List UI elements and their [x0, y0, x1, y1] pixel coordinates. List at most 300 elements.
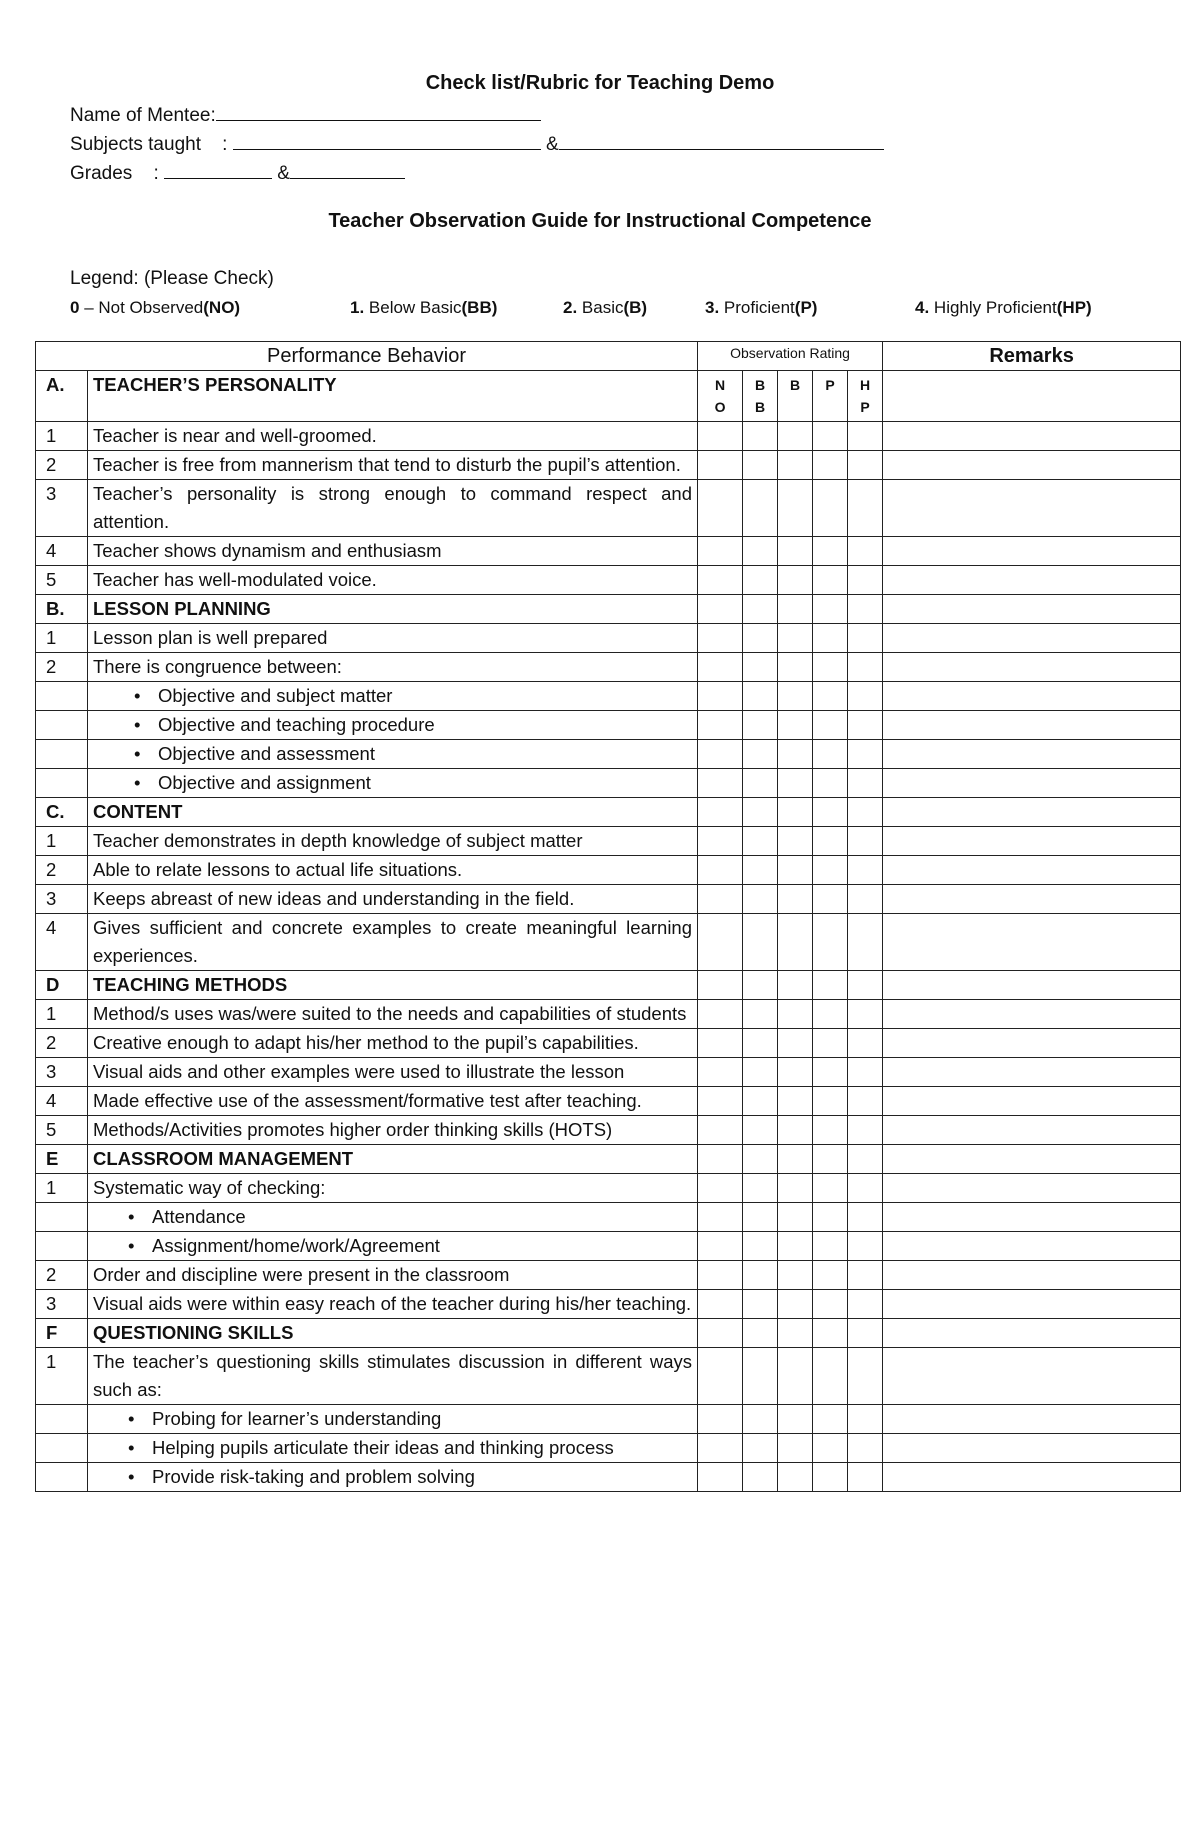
rating-checkbox-cell[interactable]	[698, 769, 743, 798]
rating-checkbox-cell[interactable]	[778, 769, 813, 798]
row-number	[36, 1232, 88, 1261]
rating-checkbox-cell[interactable]	[743, 1405, 778, 1434]
remarks-cell[interactable]	[883, 769, 1181, 798]
rating-checkbox-cell[interactable]	[778, 1463, 813, 1492]
remarks-cell[interactable]	[883, 1261, 1181, 1290]
rating-checkbox-cell[interactable]	[743, 1087, 778, 1116]
table-row	[36, 885, 1181, 914]
rating-checkbox-cell[interactable]	[848, 653, 883, 682]
behavior-text: Teacher is near and well-groomed.	[88, 422, 698, 451]
table-row	[36, 1058, 1181, 1087]
rating-checkbox-cell[interactable]	[743, 1058, 778, 1087]
legend-item-text: Below Basic	[364, 298, 462, 317]
rating-checkbox-cell[interactable]	[778, 1145, 813, 1174]
bullet-row	[36, 1203, 1181, 1232]
rating-checkbox-cell[interactable]	[698, 451, 743, 480]
rating-checkbox-cell[interactable]	[743, 711, 778, 740]
rating-checkbox-cell[interactable]	[778, 1000, 813, 1029]
remarks-cell[interactable]	[883, 1319, 1181, 1348]
section-row	[36, 371, 1181, 422]
rating-checkbox-cell[interactable]	[778, 885, 813, 914]
rating-checkbox-cell[interactable]	[813, 1087, 848, 1116]
remarks-cell[interactable]	[883, 537, 1181, 566]
rating-checkbox-cell[interactable]	[848, 711, 883, 740]
rating-checkbox-cell[interactable]	[813, 769, 848, 798]
rating-checkbox-cell[interactable]	[813, 1203, 848, 1232]
bullet-row	[36, 740, 1181, 769]
section-row	[36, 1145, 1181, 1174]
rating-checkbox-cell[interactable]	[698, 971, 743, 1000]
rating-checkbox-cell[interactable]	[813, 480, 848, 537]
remarks-cell[interactable]	[883, 740, 1181, 769]
rating-checkbox-cell[interactable]	[743, 1029, 778, 1058]
row-number: 2	[36, 1261, 88, 1290]
rating-checkbox-cell[interactable]	[813, 537, 848, 566]
row-number: 4	[36, 1087, 88, 1116]
rating-checkbox-cell[interactable]	[743, 1319, 778, 1348]
rating-checkbox-cell[interactable]	[778, 1261, 813, 1290]
page-title: Check list/Rubric for Teaching Demo	[425, 72, 775, 94]
bullet-cell	[88, 1463, 698, 1492]
table-row	[36, 1087, 1181, 1116]
rating-checkbox-cell[interactable]	[813, 1348, 848, 1405]
rating-checkbox-cell[interactable]	[778, 1174, 813, 1203]
rating-checkbox-cell[interactable]	[813, 971, 848, 1000]
legend-item-text: Highly Proficient	[929, 298, 1057, 317]
rating-checkbox-cell[interactable]	[848, 1434, 883, 1463]
behavior-text: Order and discipline were present in the classroom	[88, 1261, 698, 1290]
rating-checkbox-cell[interactable]	[813, 1174, 848, 1203]
behavior-text: There is congruence between:	[88, 653, 698, 682]
remarks-cell[interactable]	[883, 653, 1181, 682]
rating-checkbox-cell[interactable]	[813, 566, 848, 595]
bullet-icon: •	[134, 685, 141, 706]
rating-checkbox-cell[interactable]	[778, 798, 813, 827]
rating-checkbox-cell[interactable]	[743, 827, 778, 856]
legend-item-number: 1.	[350, 298, 365, 317]
rating-checkbox-cell[interactable]	[743, 1116, 778, 1145]
rating-label: B B	[743, 371, 778, 422]
behavior-text: Method/s uses was/were suited to the needs and capabilities of students	[88, 1000, 698, 1029]
remarks-cell[interactable]	[883, 1290, 1181, 1319]
remarks-cell[interactable]	[883, 595, 1181, 624]
subject-blank-2	[559, 131, 884, 150]
legend-item-abbr: (NO)	[203, 298, 241, 317]
rating-checkbox-cell[interactable]	[698, 798, 743, 827]
rating-checkbox-cell[interactable]	[813, 595, 848, 624]
behavior-text: Teacher shows dynamism and enthusiasm	[88, 537, 698, 566]
rating-checkbox-cell[interactable]	[848, 682, 883, 711]
rating-checkbox-cell[interactable]	[848, 769, 883, 798]
bullet-icon: •	[128, 1408, 135, 1429]
rating-checkbox-cell[interactable]	[848, 914, 883, 971]
rating-checkbox-cell[interactable]	[813, 1029, 848, 1058]
bullet-cell	[88, 1434, 698, 1463]
rating-checkbox-cell[interactable]	[813, 1405, 848, 1434]
rating-checkbox-cell[interactable]	[813, 1116, 848, 1145]
legend-item-abbr: (BB)	[461, 298, 498, 317]
grade-blank-1	[164, 160, 272, 179]
rating-checkbox-cell[interactable]	[813, 422, 848, 451]
rating-checkbox-cell[interactable]	[698, 1174, 743, 1203]
rating-checkbox-cell[interactable]	[813, 1261, 848, 1290]
rubric-table	[35, 341, 1181, 1492]
rating-checkbox-cell[interactable]	[743, 537, 778, 566]
rating-checkbox-cell[interactable]	[743, 451, 778, 480]
legend-item	[350, 298, 497, 318]
rating-checkbox-cell[interactable]	[698, 1290, 743, 1319]
bullet-cell	[88, 769, 698, 798]
remarks-cell[interactable]	[883, 885, 1181, 914]
rating-checkbox-cell[interactable]	[698, 1087, 743, 1116]
subjects-colon: :	[222, 134, 228, 155]
bullet-icon: •	[134, 743, 141, 764]
rating-checkbox-cell[interactable]	[813, 1434, 848, 1463]
remarks-cell[interactable]	[883, 827, 1181, 856]
rating-checkbox-cell[interactable]	[848, 624, 883, 653]
behavior-text: Lesson plan is well prepared	[88, 624, 698, 653]
table-row	[36, 566, 1181, 595]
rating-checkbox-cell[interactable]	[813, 451, 848, 480]
rating-checkbox-cell[interactable]	[848, 1087, 883, 1116]
behavior-text: Systematic way of checking:	[88, 1174, 698, 1203]
rating-checkbox-cell[interactable]	[743, 1290, 778, 1319]
rating-checkbox-cell[interactable]	[778, 1405, 813, 1434]
rating-checkbox-cell[interactable]	[743, 422, 778, 451]
rating-checkbox-cell[interactable]	[813, 914, 848, 971]
rating-checkbox-cell[interactable]	[813, 1463, 848, 1492]
rating-checkbox-cell[interactable]	[848, 1058, 883, 1087]
rating-checkbox-cell[interactable]	[698, 885, 743, 914]
subjects-line	[70, 131, 884, 156]
rating-checkbox-cell[interactable]	[698, 1405, 743, 1434]
rating-checkbox-cell[interactable]	[743, 885, 778, 914]
rating-checkbox-cell[interactable]	[743, 653, 778, 682]
legend-heading: Legend: (Please Check)	[70, 268, 274, 289]
rating-checkbox-cell[interactable]	[698, 1029, 743, 1058]
row-number: 1	[36, 1348, 88, 1405]
remarks-cell[interactable]	[883, 856, 1181, 885]
row-number	[36, 1434, 88, 1463]
bullet-row	[36, 682, 1181, 711]
rating-checkbox-cell[interactable]	[813, 1319, 848, 1348]
rating-checkbox-cell[interactable]	[813, 1058, 848, 1087]
row-number: E	[36, 1145, 88, 1174]
remarks-cell[interactable]	[883, 1203, 1181, 1232]
rating-checkbox-cell[interactable]	[743, 971, 778, 1000]
rating-checkbox-cell[interactable]	[848, 798, 883, 827]
rating-checkbox-cell[interactable]	[813, 740, 848, 769]
bullet-cell	[88, 682, 698, 711]
rating-checkbox-cell[interactable]	[848, 451, 883, 480]
rating-checkbox-cell[interactable]	[743, 1000, 778, 1029]
rating-checkbox-cell[interactable]	[698, 1116, 743, 1145]
rating-checkbox-cell[interactable]	[813, 856, 848, 885]
remarks-cell[interactable]	[883, 422, 1181, 451]
performance-behavior-header: Performance Behavior	[36, 342, 698, 371]
rating-checkbox-cell[interactable]	[698, 422, 743, 451]
rating-checkbox-cell[interactable]	[778, 653, 813, 682]
rating-checkbox-cell[interactable]	[698, 711, 743, 740]
bullet-text: Helping pupils articulate their ideas and thinking process	[152, 1437, 614, 1458]
bullet-cell	[88, 1405, 698, 1434]
mentee-line	[70, 102, 541, 127]
rating-checkbox-cell[interactable]	[743, 740, 778, 769]
row-number: 1	[36, 624, 88, 653]
rating-checkbox-cell[interactable]	[743, 856, 778, 885]
grades-amp: &	[277, 163, 290, 184]
rating-checkbox-cell[interactable]	[778, 1029, 813, 1058]
rating-checkbox-cell[interactable]	[778, 711, 813, 740]
rating-checkbox-cell[interactable]	[778, 827, 813, 856]
rating-checkbox-cell[interactable]	[698, 1348, 743, 1405]
rating-checkbox-cell[interactable]	[848, 1405, 883, 1434]
rating-checkbox-cell[interactable]	[743, 480, 778, 537]
rating-checkbox-cell[interactable]	[778, 566, 813, 595]
rating-checkbox-cell[interactable]	[743, 1348, 778, 1405]
behavior-text: Creative enough to adapt his/her method to the pupil’s capabilities.	[88, 1029, 698, 1058]
remarks-cell[interactable]	[883, 914, 1181, 971]
rating-checkbox-cell[interactable]	[743, 1463, 778, 1492]
rating-checkbox-cell[interactable]	[848, 1029, 883, 1058]
rating-checkbox-cell[interactable]	[848, 1174, 883, 1203]
rating-checkbox-cell[interactable]	[848, 1463, 883, 1492]
rating-checkbox-cell[interactable]	[778, 1348, 813, 1405]
section-row	[36, 1319, 1181, 1348]
behavior-text: The teacher’s questioning skills stimulates discussion in different ways such as:	[88, 1348, 698, 1405]
bullet-icon: •	[134, 772, 141, 793]
row-number: 2	[36, 653, 88, 682]
bullet-row	[36, 711, 1181, 740]
bullet-text: Objective and assessment	[158, 743, 375, 764]
remarks-cell[interactable]	[883, 480, 1181, 537]
row-number: 3	[36, 1058, 88, 1087]
remarks-cell[interactable]	[883, 1000, 1181, 1029]
rating-checkbox-cell[interactable]	[848, 1348, 883, 1405]
remarks-cell[interactable]	[883, 1058, 1181, 1087]
rating-checkbox-cell[interactable]	[698, 740, 743, 769]
rating-checkbox-cell[interactable]	[698, 1145, 743, 1174]
row-number	[36, 1203, 88, 1232]
remarks-cell[interactable]	[883, 682, 1181, 711]
rating-checkbox-cell[interactable]	[698, 1463, 743, 1492]
behavior-text: Made effective use of the assessment/formative test after teaching.	[88, 1087, 698, 1116]
table-row	[36, 1029, 1181, 1058]
rating-checkbox-cell[interactable]	[743, 1232, 778, 1261]
rating-checkbox-cell[interactable]	[698, 480, 743, 537]
rating-checkbox-cell[interactable]	[698, 537, 743, 566]
rating-checkbox-cell[interactable]	[778, 1058, 813, 1087]
row-number: D	[36, 971, 88, 1000]
rating-checkbox-cell[interactable]	[848, 1145, 883, 1174]
rating-checkbox-cell[interactable]	[778, 537, 813, 566]
rating-checkbox-cell[interactable]	[848, 1116, 883, 1145]
rating-checkbox-cell[interactable]	[743, 566, 778, 595]
bullet-cell	[88, 1203, 698, 1232]
rating-checkbox-cell[interactable]	[698, 856, 743, 885]
remarks-cell[interactable]	[883, 1116, 1181, 1145]
table-row	[36, 624, 1181, 653]
remarks-cell[interactable]	[883, 1174, 1181, 1203]
rating-checkbox-cell[interactable]	[743, 798, 778, 827]
rating-checkbox-cell[interactable]	[698, 827, 743, 856]
rating-checkbox-cell[interactable]	[778, 1203, 813, 1232]
rating-checkbox-cell[interactable]	[743, 682, 778, 711]
rating-checkbox-cell[interactable]	[813, 624, 848, 653]
legend-item-text: – Not Observed	[79, 298, 204, 317]
bullet-text: Objective and teaching procedure	[158, 714, 435, 735]
remarks-cell[interactable]	[883, 1434, 1181, 1463]
remarks-cell[interactable]	[883, 971, 1181, 1000]
legend-item-text: Basic	[577, 298, 624, 317]
rating-checkbox-cell[interactable]	[813, 827, 848, 856]
rating-checkbox-cell[interactable]	[698, 682, 743, 711]
rating-label: P	[813, 371, 848, 422]
rating-checkbox-cell[interactable]	[848, 537, 883, 566]
remarks-cell[interactable]	[883, 1145, 1181, 1174]
rating-checkbox-cell[interactable]	[743, 1434, 778, 1463]
rating-checkbox-cell[interactable]	[778, 480, 813, 537]
rating-checkbox-cell[interactable]	[778, 1087, 813, 1116]
rating-checkbox-cell[interactable]	[848, 1232, 883, 1261]
rating-checkbox-cell[interactable]	[698, 1000, 743, 1029]
rating-checkbox-cell[interactable]	[698, 1261, 743, 1290]
rating-checkbox-cell[interactable]	[698, 1319, 743, 1348]
rating-checkbox-cell[interactable]	[778, 856, 813, 885]
rating-checkbox-cell[interactable]	[848, 1000, 883, 1029]
rating-label: H P	[848, 371, 883, 422]
legend-item	[915, 298, 1092, 318]
rating-checkbox-cell[interactable]	[778, 914, 813, 971]
rating-checkbox-cell[interactable]	[743, 1145, 778, 1174]
row-number: 1	[36, 422, 88, 451]
rating-checkbox-cell[interactable]	[813, 1232, 848, 1261]
rating-checkbox-cell[interactable]	[743, 595, 778, 624]
rating-checkbox-cell[interactable]	[743, 1174, 778, 1203]
rating-checkbox-cell[interactable]	[813, 1000, 848, 1029]
grade-blank-2	[290, 160, 405, 179]
table-row	[36, 1290, 1181, 1319]
rating-checkbox-cell[interactable]	[848, 856, 883, 885]
table-row	[36, 1000, 1181, 1029]
rating-checkbox-cell[interactable]	[743, 769, 778, 798]
remarks-cell[interactable]	[883, 798, 1181, 827]
rating-checkbox-cell[interactable]	[848, 422, 883, 451]
table-row	[36, 1116, 1181, 1145]
rating-checkbox-cell[interactable]	[848, 1290, 883, 1319]
rating-checkbox-cell[interactable]	[848, 740, 883, 769]
rating-checkbox-cell[interactable]	[778, 1434, 813, 1463]
subjects-amp: &	[545, 134, 559, 155]
bullet-icon: •	[128, 1466, 135, 1487]
rating-checkbox-cell[interactable]	[848, 1203, 883, 1232]
remarks-cell[interactable]	[883, 1463, 1181, 1492]
page-subtitle: Teacher Observation Guide for Instructional Competence	[328, 210, 872, 232]
rating-checkbox-cell[interactable]	[778, 1319, 813, 1348]
rating-checkbox-cell[interactable]	[698, 1203, 743, 1232]
rating-checkbox-cell[interactable]	[813, 653, 848, 682]
rating-checkbox-cell[interactable]	[848, 566, 883, 595]
rating-checkbox-cell[interactable]	[848, 827, 883, 856]
rating-checkbox-cell[interactable]	[743, 914, 778, 971]
rating-checkbox-cell[interactable]	[813, 1290, 848, 1319]
rating-checkbox-cell[interactable]	[778, 624, 813, 653]
rating-checkbox-cell[interactable]	[848, 885, 883, 914]
remarks-cell[interactable]	[883, 1029, 1181, 1058]
rating-checkbox-cell[interactable]	[813, 1145, 848, 1174]
table-row	[36, 914, 1181, 971]
remarks-cell[interactable]	[883, 1405, 1181, 1434]
rating-checkbox-cell[interactable]	[778, 971, 813, 1000]
rating-checkbox-cell[interactable]	[743, 1203, 778, 1232]
rating-checkbox-cell[interactable]	[778, 1290, 813, 1319]
mentee-blank	[216, 102, 541, 121]
rating-checkbox-cell[interactable]	[778, 1232, 813, 1261]
rating-checkbox-cell[interactable]	[848, 595, 883, 624]
rating-checkbox-cell[interactable]	[698, 1232, 743, 1261]
rating-checkbox-cell[interactable]	[813, 885, 848, 914]
rating-checkbox-cell[interactable]	[778, 595, 813, 624]
rating-checkbox-cell[interactable]	[698, 595, 743, 624]
legend-item-number: 0	[70, 298, 80, 317]
row-number	[36, 769, 88, 798]
bullet-text: Probing for learner’s understanding	[152, 1408, 442, 1429]
rating-checkbox-cell[interactable]	[743, 1261, 778, 1290]
rating-checkbox-cell[interactable]	[813, 682, 848, 711]
rating-checkbox-cell[interactable]	[813, 711, 848, 740]
rating-checkbox-cell[interactable]	[698, 1434, 743, 1463]
behavior-text: Teacher has well-modulated voice.	[88, 566, 698, 595]
rating-checkbox-cell[interactable]	[778, 451, 813, 480]
remarks-cell[interactable]	[883, 371, 1181, 422]
rating-checkbox-cell[interactable]	[848, 1319, 883, 1348]
rating-checkbox-cell[interactable]	[698, 1058, 743, 1087]
section-title: TEACHER’S PERSONALITY	[88, 371, 698, 422]
rating-checkbox-cell[interactable]	[743, 624, 778, 653]
remarks-cell[interactable]	[883, 566, 1181, 595]
rating-checkbox-cell[interactable]	[698, 566, 743, 595]
remarks-cell[interactable]	[883, 1232, 1181, 1261]
rating-checkbox-cell[interactable]	[698, 914, 743, 971]
rating-checkbox-cell[interactable]	[778, 740, 813, 769]
rating-checkbox-cell[interactable]	[848, 1261, 883, 1290]
rating-checkbox-cell[interactable]	[813, 798, 848, 827]
rating-checkbox-cell[interactable]	[778, 1116, 813, 1145]
row-number: 2	[36, 1029, 88, 1058]
rating-checkbox-cell[interactable]	[848, 480, 883, 537]
bullet-icon: •	[134, 714, 141, 735]
rating-checkbox-cell[interactable]	[698, 653, 743, 682]
rating-checkbox-cell[interactable]	[778, 682, 813, 711]
row-number: 3	[36, 1290, 88, 1319]
remarks-cell[interactable]	[883, 451, 1181, 480]
rating-checkbox-cell[interactable]	[848, 971, 883, 1000]
row-number: 3	[36, 885, 88, 914]
bullet-icon: •	[128, 1437, 135, 1458]
remarks-cell[interactable]	[883, 711, 1181, 740]
rating-label: B	[778, 371, 813, 422]
remarks-cell[interactable]	[883, 1087, 1181, 1116]
legend-item	[705, 298, 817, 318]
rating-checkbox-cell[interactable]	[698, 624, 743, 653]
grades-label: Grades	[70, 163, 133, 184]
row-number: 3	[36, 480, 88, 537]
rating-checkbox-cell[interactable]	[778, 422, 813, 451]
remarks-cell[interactable]	[883, 624, 1181, 653]
row-number: F	[36, 1319, 88, 1348]
table-row	[36, 537, 1181, 566]
remarks-cell[interactable]	[883, 1348, 1181, 1405]
